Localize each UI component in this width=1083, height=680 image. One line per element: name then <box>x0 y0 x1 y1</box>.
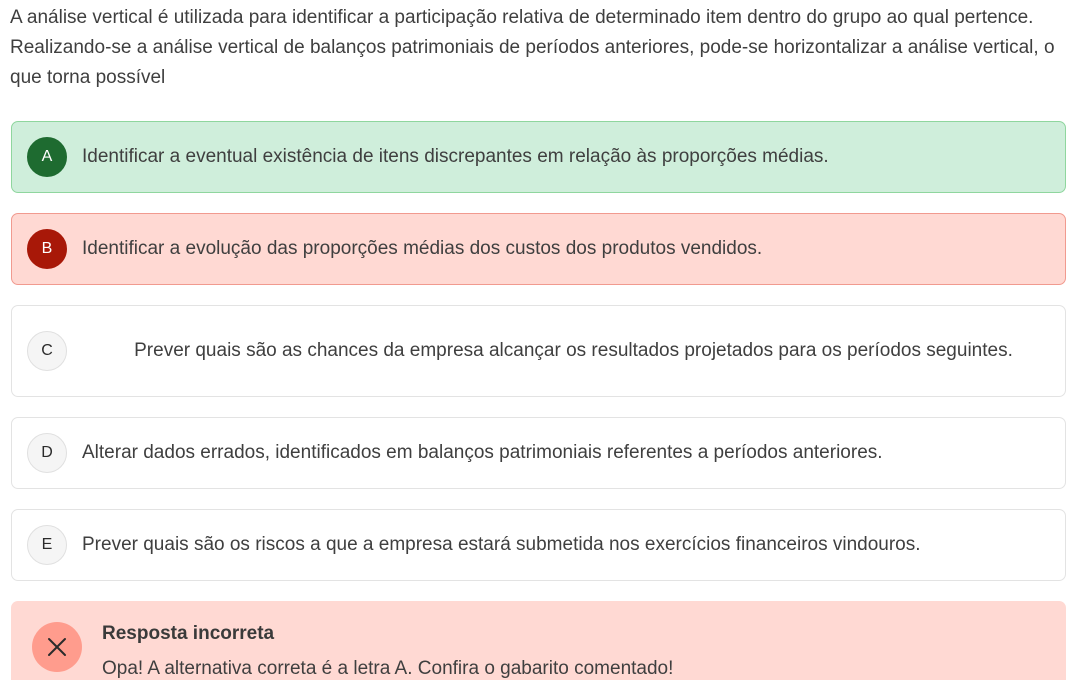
answer-feedback <box>11 601 1066 680</box>
option-e[interactable] <box>11 509 1066 581</box>
option-a[interactable] <box>11 121 1066 193</box>
option-text: Identificar a evolução das proporções médias dos custos dos produtos vendidos. <box>82 238 763 259</box>
close-icon-glyph <box>46 636 68 658</box>
option-text: Prever quais são os riscos a que a empresa estará submetida nos exercícios financeiros vindouros. <box>82 534 921 555</box>
option-letter-badge: D <box>27 433 67 473</box>
option-letter-badge: A <box>27 137 67 177</box>
option-text: Prever quais são as chances da empresa alcançar os resultados projetados para os períodos seguintes. <box>134 340 1013 361</box>
option-letter-badge: B <box>27 229 67 269</box>
option-c[interactable] <box>11 305 1066 397</box>
option-letter-badge: E <box>27 525 67 565</box>
option-text: Identificar a eventual existência de itens discrepantes em relação às proporções médias. <box>82 146 829 167</box>
feedback-message: Opa! A alternativa correta é a letra A. Confira o gabarito comentado! <box>102 658 674 679</box>
question-text: A análise vertical é utilizada para identificar a participação relativa de determinado item dentro do grupo ao qual pertence. Realizando-se a análise vertical de balanços patrimoniais de períodos anteriores, pode-se horizontalizar a análise vertical, o que torna possível <box>10 7 1055 88</box>
close-icon <box>32 622 82 672</box>
feedback-title: Resposta incorreta <box>102 623 275 644</box>
option-letter-badge: C <box>27 331 67 371</box>
option-text: Alterar dados errados, identificados em balanços patrimoniais referentes a períodos anteriores. <box>82 442 883 463</box>
option-d[interactable] <box>11 417 1066 489</box>
option-b[interactable] <box>11 213 1066 285</box>
